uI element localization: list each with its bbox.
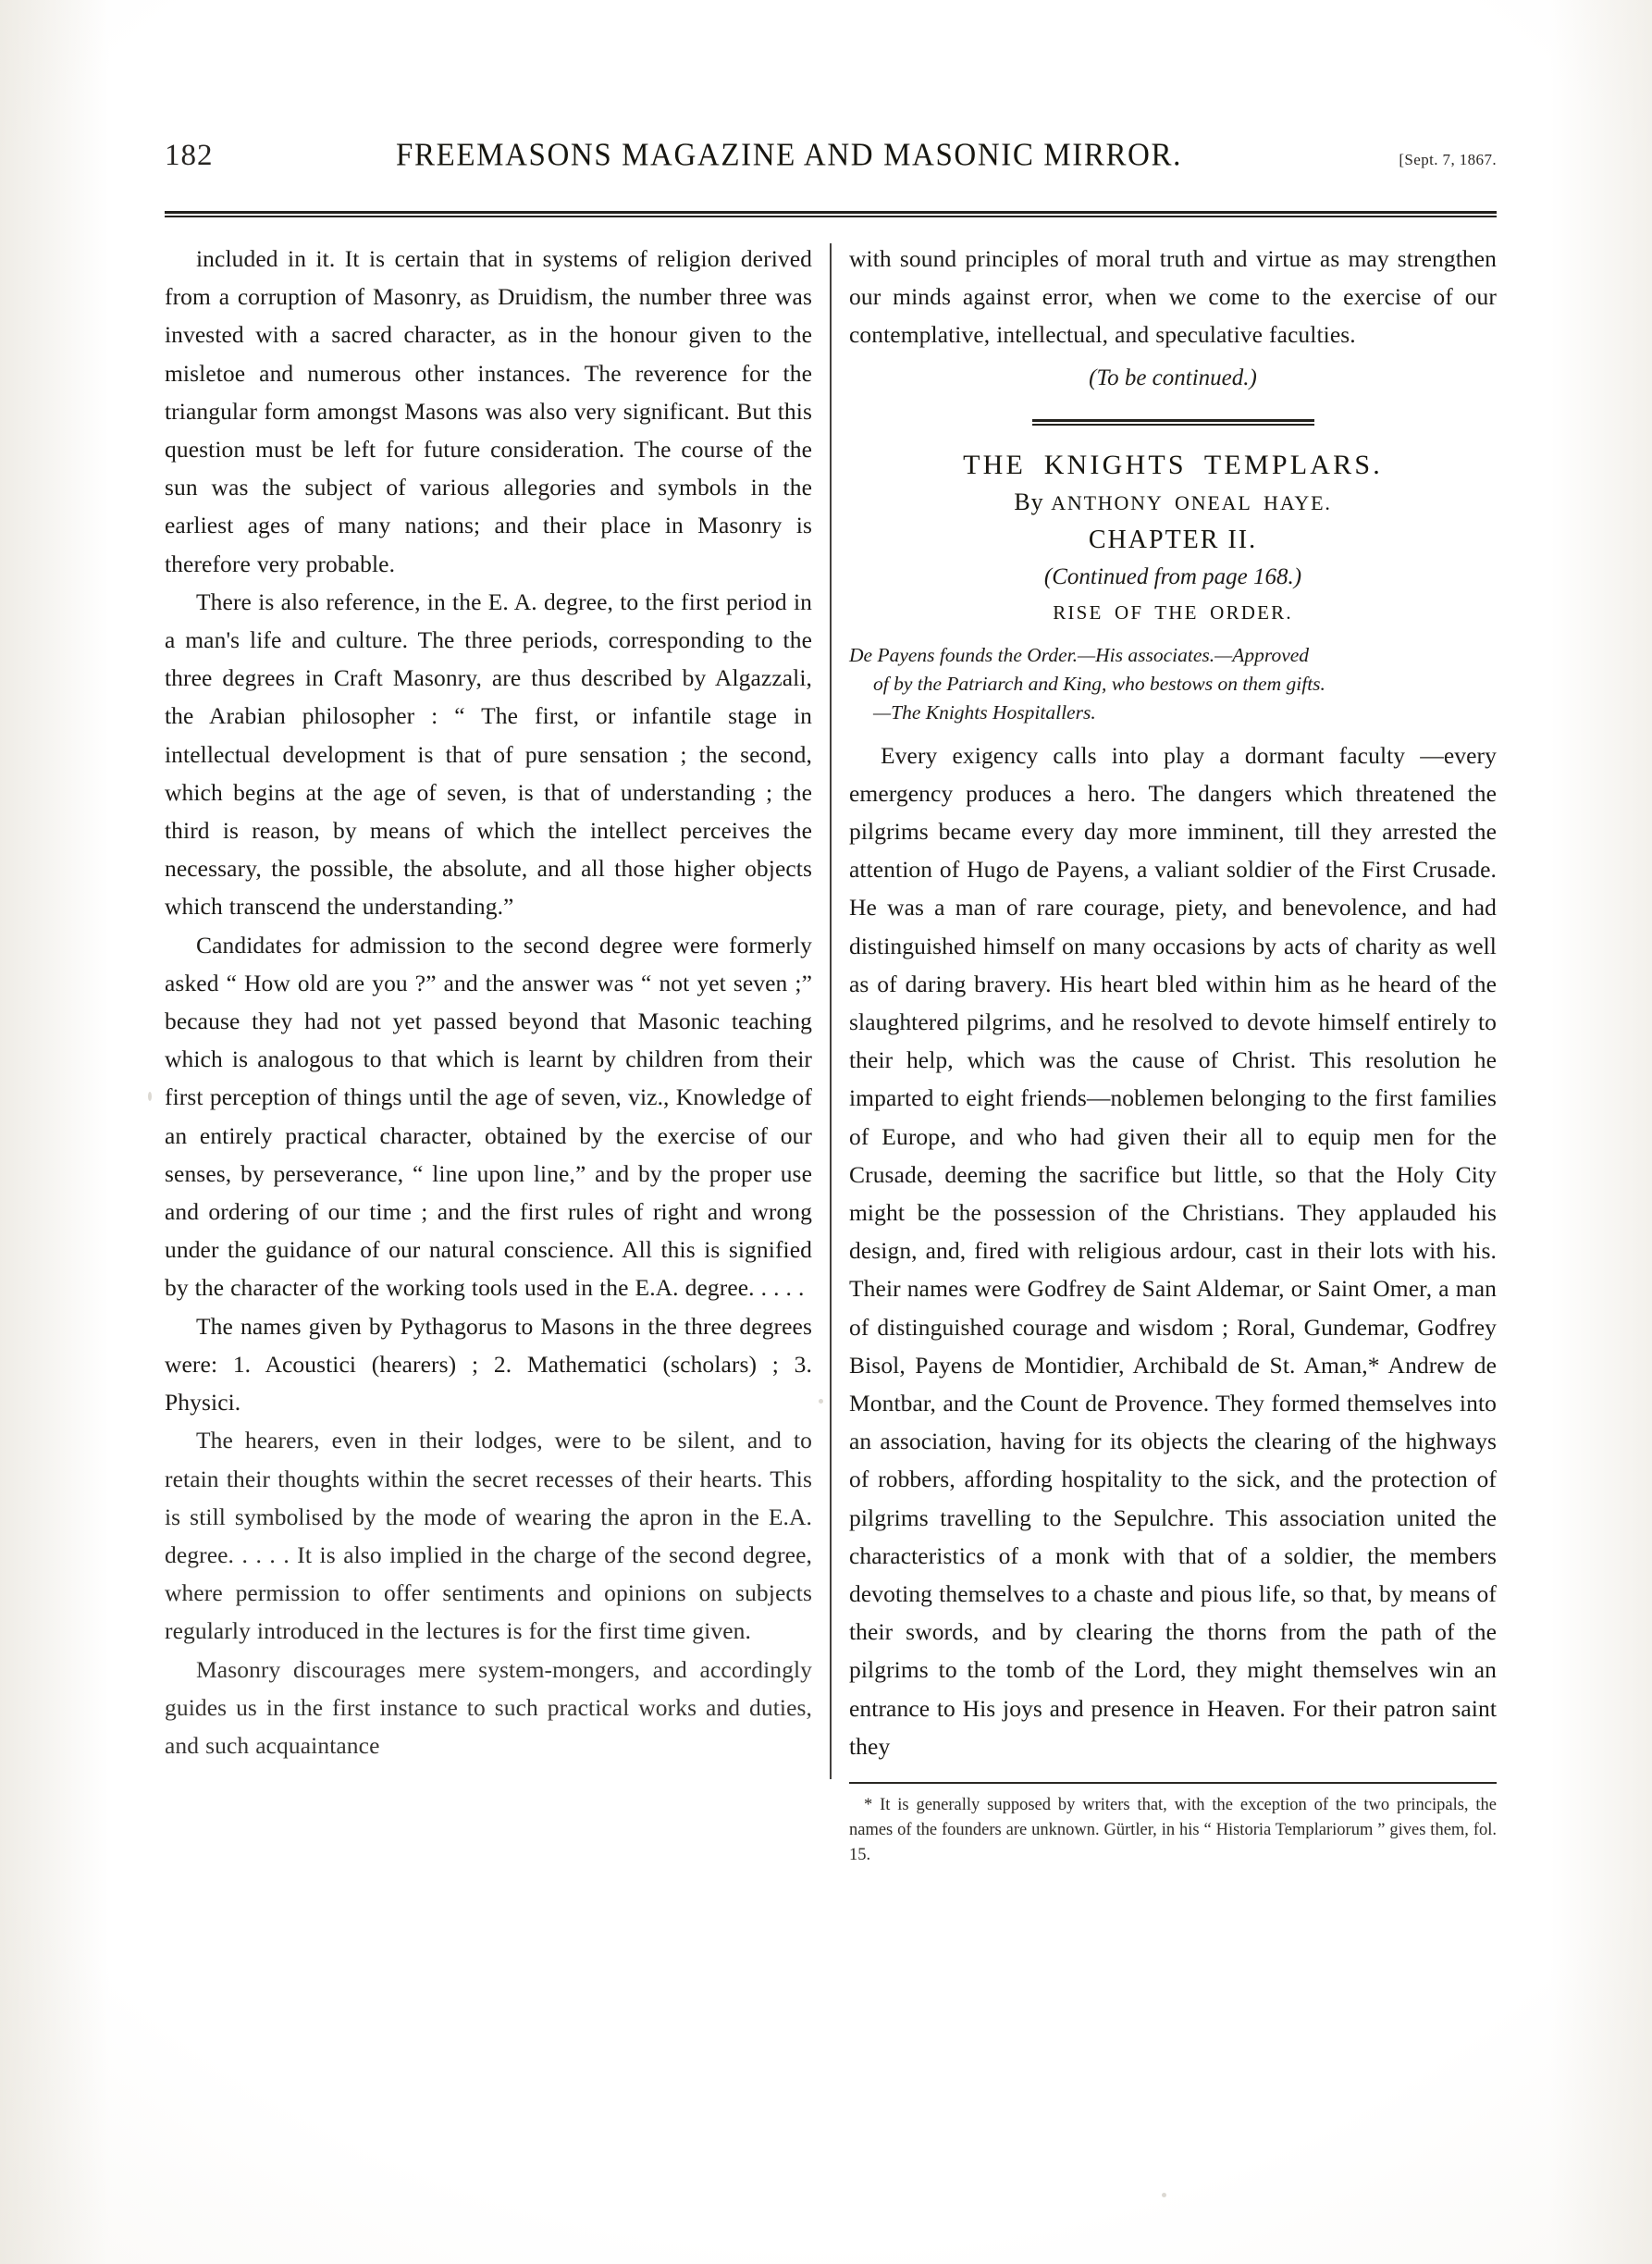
paragraph: included in it. It is certain that in systems of religion derived from a corruption of Masonry, as Druidism, the number three was invested with a sacred character, as in the honour given to the misletoe and numerous other instances. The reverence for the triangular form amongst Masons was also very significant. But this question must be left for future consideration. The course of the sun was the subject of various allegories and symbols in the earliest ages of many nations; and their place in Masonry is therefore very probable. [165,245,812,577]
argument-line: De Payens founds the Order.—His associates.—Approved [849,643,1310,666]
argument-line: of by the Patriarch and King, who bestows on them gifts. [873,672,1325,695]
column-gutter [812,240,849,1868]
footnote-text [849,1793,1497,1868]
footnote-marker: * [864,1796,873,1815]
left-column [165,240,812,1868]
footnote-block [849,1782,1497,1868]
paragraph: Candidates for admission to the second degree were formerly asked “ How old are you ?” and the answer was “ not yet seven ;” because they had not yet passed beyond that Masonic teaching which is analogous to that which is learnt by children from their first perception of things until the age of seven, viz., Knowledge of an entirely practical character, obtained by the exercise of our senses, by perseverance, “ line upon line,” and by the proper use and ordering of our time ; and the first rules of right and wrong under the guidance of our natural conscience. All this is signified by the character of the working tools used in the E.A. degree. . . . . [165,931,812,1302]
page-speck [148,1092,152,1101]
chapter-heading: CHAPTER II. [1088,525,1258,554]
paragraph: The names given by Pythagorus to Masons in the three degrees were: 1. Acoustici (hearers) ; 2. Mathematici (scholars) ; 3. Physici. [165,1312,812,1417]
article-title: THE KNIGHTS TEMPLARS. [963,449,1383,480]
continued-from-note: (Continued from page 168.) [1043,563,1302,589]
running-title: FREEMASONS MAGAZINE AND MASONIC MIRROR. [396,137,1182,174]
paragraph: with sound principles of moral truth and virtue as may strengthen our minds against error, when we come to the exercise of our contemplative, intellectual, and speculative faculties. [849,245,1497,349]
column-divider-rule [830,243,832,1779]
article-separator-rule [1032,419,1314,426]
issue-date: [Sept. 7, 1867. [1399,151,1497,168]
section-heading: RISE OF THE ORDER. [1053,600,1293,624]
header-divider-rule [165,211,1497,217]
page-folio: 182 [165,139,214,172]
two-column-body [165,240,1497,1868]
article-byline [849,489,1497,516]
paragraph: The hearers, even in their lodges, were to be silent, and to retain their thoughts within the secret recesses of their hearts. This is still symbolised by the mode of wearing the apron in the E.A. degree. . . . . It is also implied in the charge of the second degree, where permission to offer sentiments and opinions on subjects regularly introduced in the lectures is for the first time given. [165,1427,812,1645]
page-speck [1162,2193,1166,2197]
page-sheet [165,139,1497,1868]
footnote-rule [849,1782,1497,1784]
footnote-body: It is generally supposed by writers that, with the exception of the two principals, the names of the founders are unknown. Gürtler, in his “ Historia Templariorum ” gives them, fol. 15. [849,1796,1498,1865]
paragraph: There is also reference, in the E. A. degree, to the first period in a man's life and culture. The three periods, corresponding to the three degrees in Craft Masonry, are thus described by Algazzali, the Arabian philosopher : “ The first, or infantile stage in intellectual development is that of pure sensation ; the second, which begins at the age of seven, is that of understanding ; the third is reason, by means of which the intellect perceives the necessary, the possible, the absolute, and all those higher objects which transcend the understanding.” [165,588,812,921]
running-head [165,139,1497,191]
paragraph: Every exigency calls into play a dormant faculty —every emergency produces a hero. The dangers which threatened the pilgrims became every day more imminent, till they arrested the attention of Hugo de Payens, a valiant soldier of the First Crusade. He was a man of rare courage, piety, and benevolence, and had distinguished himself on many occasions by acts of charity as well as of daring bravery. His heart bled within him as he heard of the slaughtered pilgrims, and he resolved to devote himself entirely to their help, which was the cause of Christ. This resolution he imparted to eight friends—noblemen belonging to the first families of Europe, and who had given their all to equip men for the Crusade, deeming the sacrifice but little, so that the Holy City might be the possession of the Christians. They applauded his design, and, fired with religious ardour, cast in their lots with his. Their names were Godfrey de Saint Aldemar, or Saint Omer, a man of distinguished courage and wisdom ; Roral, Gundemar, Godfrey Bisol, Payens de Montidier, Archibald de St. Aman,* Andrew de Montbar, and the Count de Provence. They formed themselves into an association, having for its objects the clearing of the highways of robbers, affording hospitality to the sick, and the protection of pilgrims travelling to the Sepulchre. This association united the characteristics of a monk with that of a soldier, the members devoting themselves to a chaste and pious life, so that, by means of their swords, and by clearing the thorns from the path of the pilgrims to the tomb of the Lord, they might themselves win an entrance to His joys and presence in Heaven. For their patron saint they [849,741,1497,1760]
byline-author: ANTHONY ONEAL HAYE. [1051,490,1332,514]
argument-line: —The Knights Hospitallers. [873,700,1096,724]
paragraph: Masonry discourages mere system-mongers, and accordingly guides us in the first instance to such practical works and duties, and such acquaintance [165,1655,812,1759]
byline-prefix: By [1014,488,1044,515]
to-be-continued-note: (To be continued.) [1089,365,1257,390]
right-column [849,240,1497,1868]
article-argument [849,641,1497,727]
